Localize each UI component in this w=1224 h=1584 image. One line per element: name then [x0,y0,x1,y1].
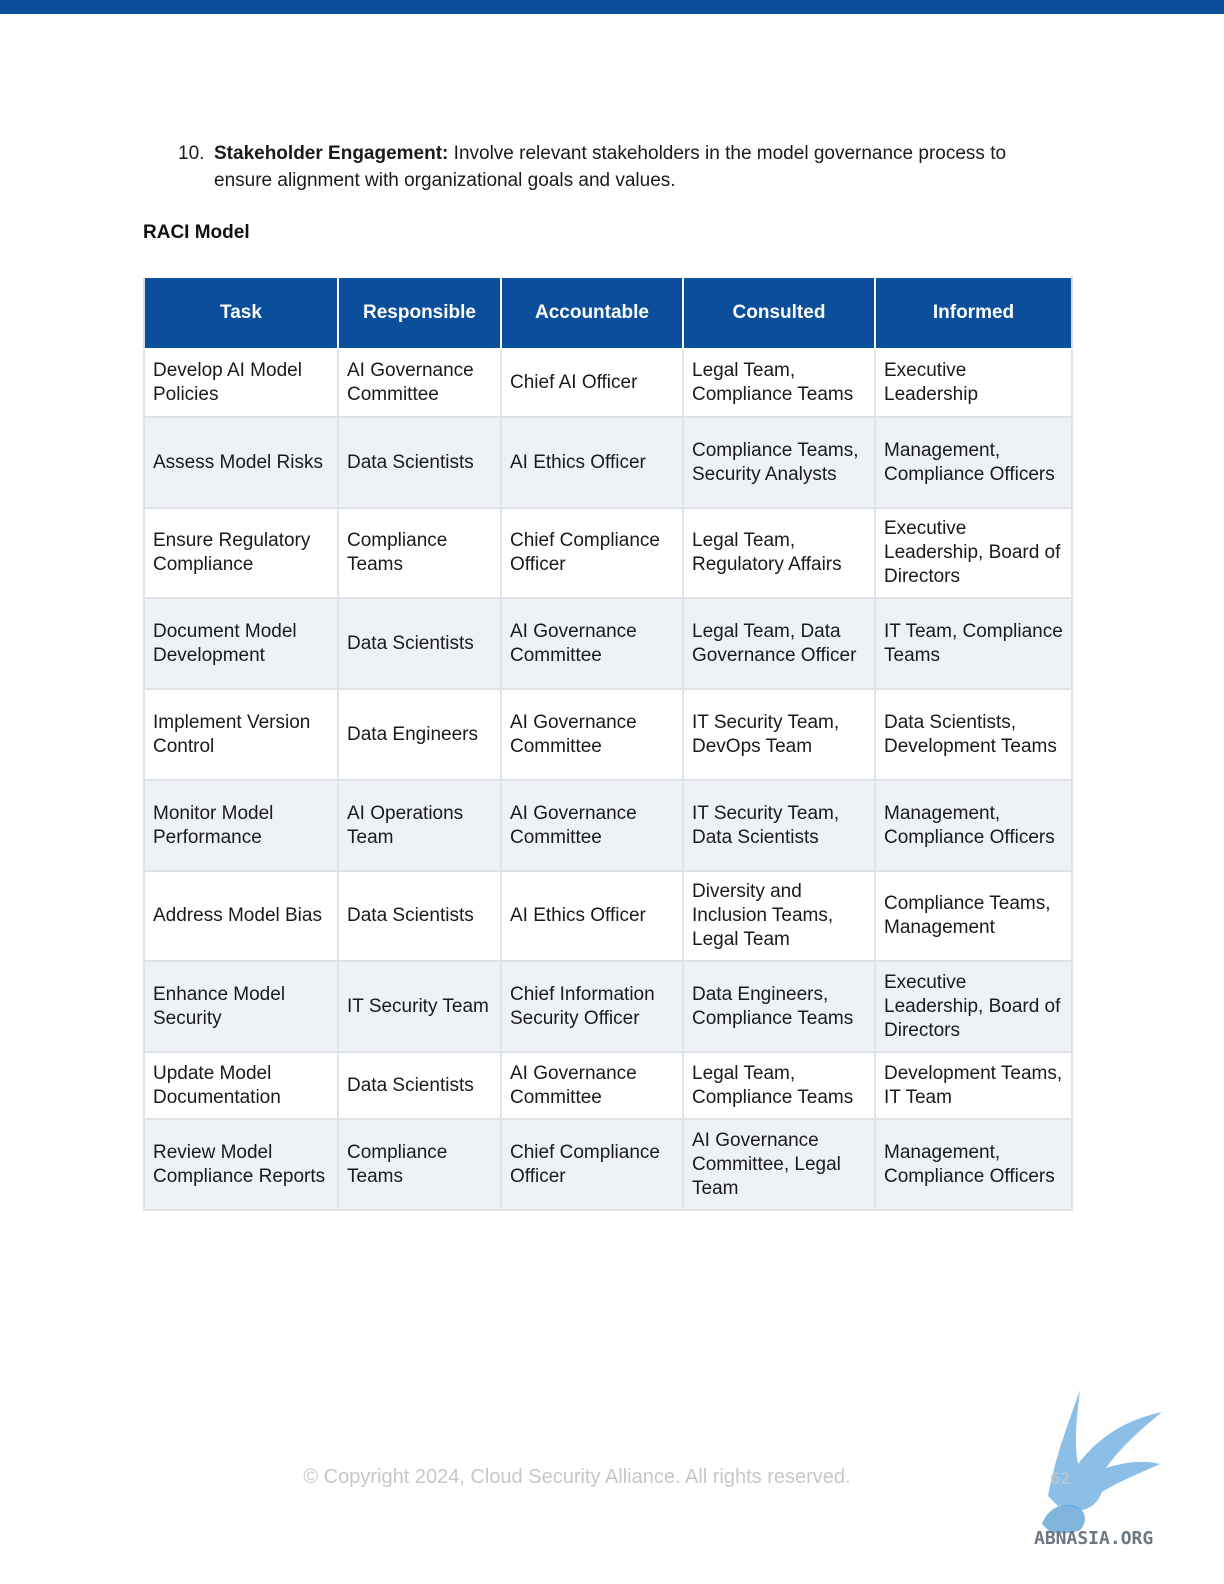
table-row [144,689,1072,780]
table-row [144,1119,1072,1210]
table-cell: AI Governance Committee, Legal Team [683,1119,875,1210]
table-row [144,1052,1072,1119]
table-cell: AI Operations Team [338,780,501,871]
table-cell: Executive Leadership, Board of Directors [875,508,1072,598]
table-cell: Management, Compliance Officers [875,417,1072,508]
table-cell: Legal Team, Compliance Teams [683,1052,875,1119]
table-cell: Diversity and Inclusion Teams, Legal Team [683,871,875,961]
table-cell: Compliance Teams, Security Analysts [683,417,875,508]
list-item-number: 10. [178,143,205,164]
section-title: RACI Model [143,222,250,243]
table-cell: Executive Leadership [875,349,1072,417]
table-cell: Compliance Teams [338,1119,501,1210]
table-cell: Compliance Teams [338,508,501,598]
table-cell: Address Model Bias [144,871,338,961]
table-cell: AI Governance Committee [501,689,683,780]
table-row [144,349,1072,417]
table-cell: Data Scientists [338,871,501,961]
table-cell: IT Security Team, Data Scientists [683,780,875,871]
table-cell: AI Governance Committee [338,349,501,417]
table-cell: IT Security Team, DevOps Team [683,689,875,780]
table-cell: Data Engineers, Compliance Teams [683,961,875,1052]
table-cell: Assess Model Risks [144,417,338,508]
table-row [144,598,1072,689]
copyright-footer: © Copyright 2024, Cloud Security Alliance. All rights reserved. [303,1466,851,1488]
table-cell: Monitor Model Performance [144,780,338,871]
header-informed: Informed [875,277,1072,349]
table-cell: Chief AI Officer [501,349,683,417]
table-cell: AI Governance Committee [501,780,683,871]
page-number: 62 [1050,1469,1071,1488]
table-cell: Data Engineers [338,689,501,780]
table-cell: Management, Compliance Officers [875,1119,1072,1210]
table-cell: Data Scientists, Development Teams [875,689,1072,780]
table-cell: IT Team, Compliance Teams [875,598,1072,689]
table-row [144,417,1072,508]
header-consulted: Consulted [683,277,875,349]
table-cell: Implement Version Control [144,689,338,780]
griffin-logo-icon [1028,1384,1178,1554]
table-row [144,961,1072,1052]
table-cell: Ensure Regulatory Compliance [144,508,338,598]
table-cell: Document Model Development [144,598,338,689]
table-row [144,780,1072,871]
table-cell: Legal Team, Data Governance Officer [683,598,875,689]
table-cell: Develop AI Model Policies [144,349,338,417]
header-responsible: Responsible [338,277,501,349]
header-task: Task [144,277,338,349]
table-cell: Data Scientists [338,417,501,508]
table-cell: IT Security Team [338,961,501,1052]
table-cell: Executive Leadership, Board of Directors [875,961,1072,1052]
table-cell: Enhance Model Security [144,961,338,1052]
header-accountable: Accountable [501,277,683,349]
table-cell: Compliance Teams, Management [875,871,1072,961]
table-cell: Data Scientists [338,598,501,689]
table-cell: AI Ethics Officer [501,871,683,961]
raci-table [143,276,1073,1211]
table-cell: Development Teams, IT Team [875,1052,1072,1119]
list-item-text [214,140,1054,194]
list-item-body: Involve relevant stakeholders in the model governance process to ensure alignment with organizational goals and values. [214,143,1007,191]
table-row [144,871,1072,961]
table-cell: Legal Team, Regulatory Affairs [683,508,875,598]
watermark-text: ABNASIA.ORG [1034,1528,1154,1549]
table-cell: Data Scientists [338,1052,501,1119]
table-cell: Chief Compliance Officer [501,508,683,598]
table-cell: AI Governance Committee [501,598,683,689]
top-accent-bar [0,0,1224,14]
table-cell: Legal Team, Compliance Teams [683,349,875,417]
table-cell: Chief Information Security Officer [501,961,683,1052]
table-cell: Management, Compliance Officers [875,780,1072,871]
table-cell: AI Governance Committee [501,1052,683,1119]
table-header-row [144,277,1072,349]
table-cell: AI Ethics Officer [501,417,683,508]
table-cell: Update Model Documentation [144,1052,338,1119]
table-cell: Review Model Compliance Reports [144,1119,338,1210]
table-row [144,508,1072,598]
list-item-title: Stakeholder Engagement: [214,143,449,164]
table-cell: Chief Compliance Officer [501,1119,683,1210]
